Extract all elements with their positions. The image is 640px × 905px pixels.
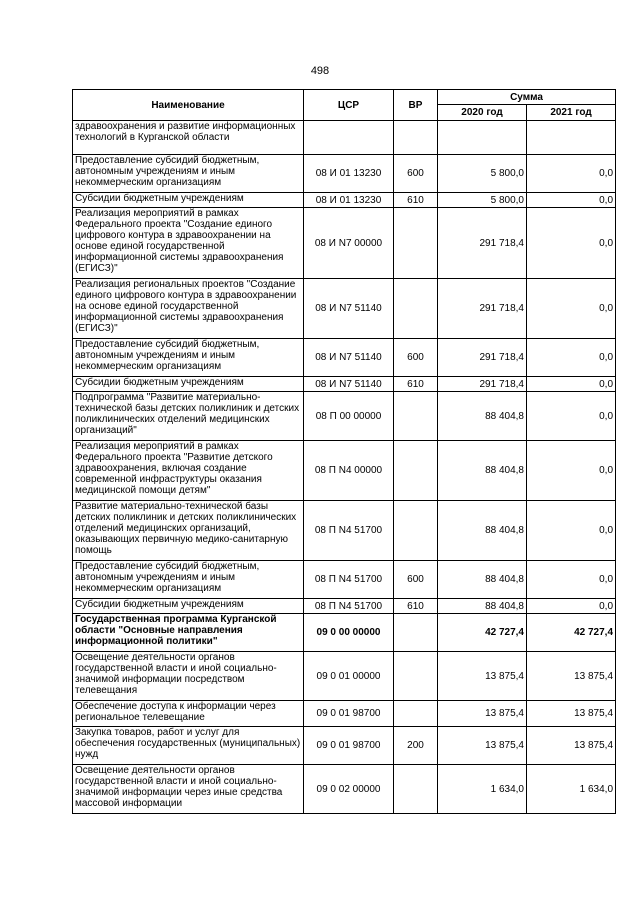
cell-sum-2020: 88 404,8 [438, 599, 527, 614]
header-year-2021: 2021 год [527, 105, 616, 121]
table-row [73, 339, 616, 377]
cell-name: Реализация мероприятий в рамках Федерального проекта "Развитие детского здравоохранения, включая создание современной инфраструктуры оказания медицинской помощи детям" [73, 441, 304, 501]
table-row [73, 501, 616, 561]
cell-sum-2020 [438, 121, 527, 155]
cell-sum-2021: 1 634,0 [527, 765, 616, 814]
cell-name: Освещение деятельности органов государственной власти и иной социально-значимой информации посредством телевещания [73, 652, 304, 701]
cell-sum-2020: 5 800,0 [438, 155, 527, 193]
cell-sum-2020: 13 875,4 [438, 727, 527, 765]
cell-vr [394, 121, 438, 155]
table-row [73, 193, 616, 208]
table-body [73, 121, 616, 814]
table-row [73, 279, 616, 339]
cell-sum-2021: 0,0 [527, 599, 616, 614]
cell-sum-2020: 88 404,8 [438, 392, 527, 441]
cell-name: Реализация региональных проектов "Создание единого цифрового контура в здравоохранении на основе единой государственной информационной системы здравоохранения (ЕГИСЗ)" [73, 279, 304, 339]
cell-sum-2021: 0,0 [527, 441, 616, 501]
cell-sum-2020: 13 875,4 [438, 652, 527, 701]
table-row [73, 614, 616, 652]
cell-csr: 08 И 01 13230 [304, 193, 394, 208]
cell-sum-2020: 291 718,4 [438, 279, 527, 339]
cell-name: Развитие материально-технической базы детских поликлиник и детских поликлинических отделений медицинских организаций, оказывающих первичную медико-санитарную помощь [73, 501, 304, 561]
cell-name: Подпрограмма "Развитие материально-технической базы детских поликлиник и детских поликлинических отделений медицинских организаций" [73, 392, 304, 441]
table-row [73, 652, 616, 701]
budget-table [72, 89, 616, 814]
header-vr: ВР [394, 90, 438, 121]
cell-sum-2021: 13 875,4 [527, 652, 616, 701]
cell-vr [394, 765, 438, 814]
cell-csr: 09 0 01 00000 [304, 652, 394, 701]
cell-sum-2020: 5 800,0 [438, 193, 527, 208]
cell-csr: 08 И N7 51140 [304, 377, 394, 392]
cell-name: Обеспечение доступа к информации через региональное телевещание [73, 701, 304, 727]
cell-name: Предоставление субсидий бюджетным, автономным учреждениям и иным некоммерческим организациям [73, 155, 304, 193]
cell-vr [394, 392, 438, 441]
cell-name: Предоставление субсидий бюджетным, автономным учреждениям и иным некоммерческим организациям [73, 339, 304, 377]
table-row [73, 701, 616, 727]
cell-vr [394, 701, 438, 727]
page-number: 498 [310, 65, 330, 77]
cell-sum-2021: 13 875,4 [527, 727, 616, 765]
table-row [73, 765, 616, 814]
cell-sum-2020: 291 718,4 [438, 377, 527, 392]
cell-name: Освещение деятельности органов государственной власти и иной социально-значимой информации через иные средства массовой информации [73, 765, 304, 814]
cell-csr: 08 И 01 13230 [304, 155, 394, 193]
cell-vr [394, 279, 438, 339]
cell-csr: 08 И N7 51140 [304, 339, 394, 377]
table-row [73, 561, 616, 599]
cell-sum-2020: 42 727,4 [438, 614, 527, 652]
cell-vr [394, 652, 438, 701]
header-year-2020: 2020 год [438, 105, 527, 121]
cell-sum-2021: 0,0 [527, 155, 616, 193]
cell-vr: 610 [394, 193, 438, 208]
header-name: Наименование [73, 90, 304, 121]
cell-sum-2020: 291 718,4 [438, 208, 527, 279]
cell-sum-2021: 0,0 [527, 377, 616, 392]
cell-sum-2021: 0,0 [527, 501, 616, 561]
cell-name: Субсидии бюджетным учреждениям [73, 193, 304, 208]
cell-csr: 09 0 01 98700 [304, 701, 394, 727]
table-row [73, 155, 616, 193]
cell-vr [394, 501, 438, 561]
cell-name: Государственная программа Курганской области "Основные направления информационной политики" [73, 614, 304, 652]
cell-sum-2020: 88 404,8 [438, 561, 527, 599]
table-row [73, 121, 616, 155]
cell-csr: 08 И N7 51140 [304, 279, 394, 339]
cell-vr: 600 [394, 339, 438, 377]
cell-name: здравоохранения и развитие информационных технологий в Курганской области [73, 121, 304, 155]
cell-sum-2021 [527, 121, 616, 155]
cell-sum-2021: 13 875,4 [527, 701, 616, 727]
cell-vr: 610 [394, 599, 438, 614]
cell-csr: 08 П 00 00000 [304, 392, 394, 441]
cell-sum-2021: 0,0 [527, 193, 616, 208]
cell-sum-2020: 291 718,4 [438, 339, 527, 377]
table-row [73, 208, 616, 279]
cell-csr: 08 П N4 51700 [304, 561, 394, 599]
table-row [73, 441, 616, 501]
cell-csr: 09 0 01 98700 [304, 727, 394, 765]
header-csr: ЦСР [304, 90, 394, 121]
cell-vr [394, 441, 438, 501]
cell-name: Субсидии бюджетным учреждениям [73, 599, 304, 614]
cell-sum-2020: 13 875,4 [438, 701, 527, 727]
cell-sum-2021: 0,0 [527, 392, 616, 441]
cell-vr: 200 [394, 727, 438, 765]
table-row [73, 727, 616, 765]
cell-vr [394, 208, 438, 279]
cell-csr [304, 121, 394, 155]
cell-vr: 610 [394, 377, 438, 392]
cell-sum-2021: 0,0 [527, 561, 616, 599]
cell-vr [394, 614, 438, 652]
cell-csr: 08 П N4 51700 [304, 599, 394, 614]
cell-csr: 09 0 00 00000 [304, 614, 394, 652]
table-row [73, 377, 616, 392]
cell-csr: 08 П N4 51700 [304, 501, 394, 561]
cell-sum-2020: 88 404,8 [438, 441, 527, 501]
cell-sum-2021: 0,0 [527, 208, 616, 279]
table-header [73, 90, 616, 121]
header-sum: Сумма [438, 90, 616, 105]
cell-sum-2020: 1 634,0 [438, 765, 527, 814]
cell-name: Предоставление субсидий бюджетным, автономным учреждениям и иным некоммерческим организациям [73, 561, 304, 599]
cell-sum-2021: 0,0 [527, 279, 616, 339]
cell-vr: 600 [394, 561, 438, 599]
cell-sum-2021: 42 727,4 [527, 614, 616, 652]
cell-sum-2021: 0,0 [527, 339, 616, 377]
table-row [73, 392, 616, 441]
cell-csr: 08 П N4 00000 [304, 441, 394, 501]
cell-csr: 08 И N7 00000 [304, 208, 394, 279]
cell-sum-2020: 88 404,8 [438, 501, 527, 561]
cell-name: Реализация мероприятий в рамках Федерального проекта "Создание единого цифрового контура в здравоохранении на основе единой государственной информационной системы здравоохранения (ЕГИСЗ)" [73, 208, 304, 279]
cell-vr: 600 [394, 155, 438, 193]
cell-csr: 09 0 02 00000 [304, 765, 394, 814]
cell-name: Закупка товаров, работ и услуг для обеспечения государственных (муниципальных) нужд [73, 727, 304, 765]
cell-name: Субсидии бюджетным учреждениям [73, 377, 304, 392]
table-row [73, 599, 616, 614]
